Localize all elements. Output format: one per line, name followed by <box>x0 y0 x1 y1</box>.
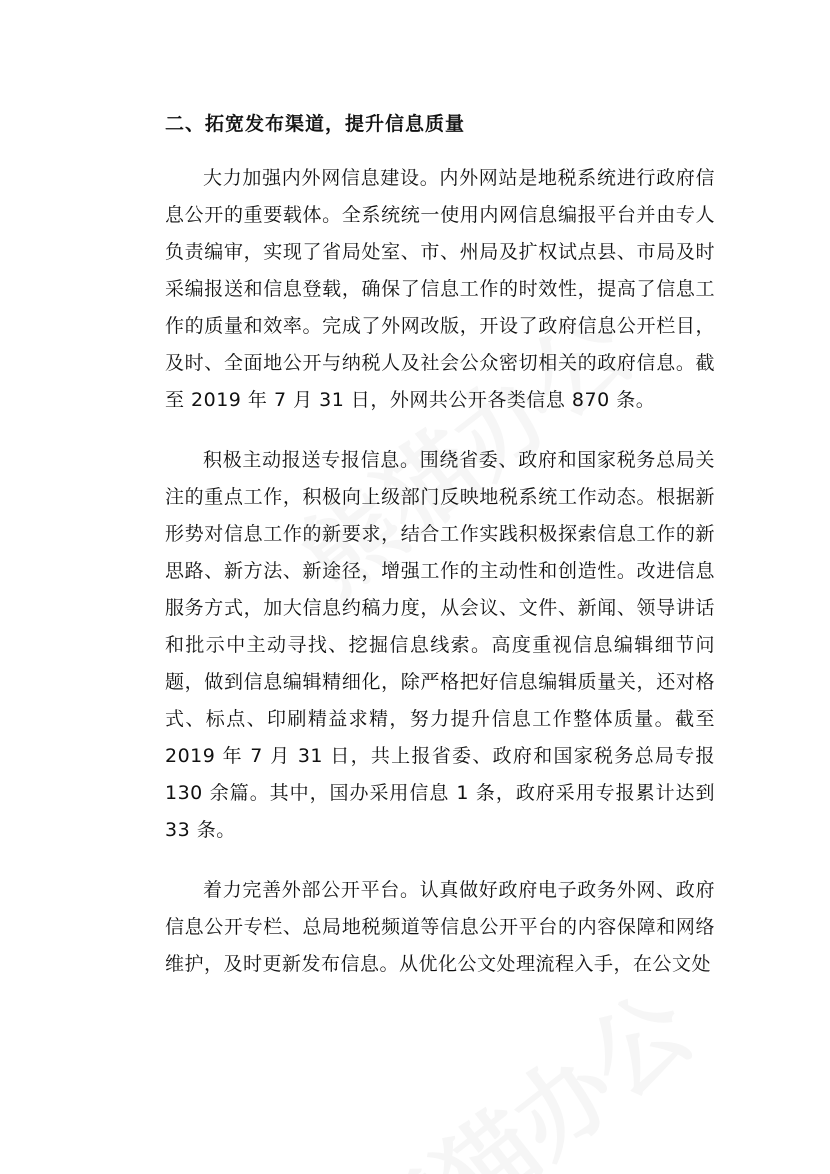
document-body <box>165 106 715 1006</box>
paragraph-special-reports: 积极主动报送专报信息。围绕省委、政府和国家税务总局关注的重点工作，积极向上级部门反映地税系统工作动态。根据新形势对信息工作的新要求，结合工作实践积极探索信息工作的新思路、新方法、新途径，增强工作的主动性和创造性。改进信息服务方式，加大信息约稿力度，从会议、文件、新闻、领导讲话和批示中主动寻找、挖掘信息线索。高度重视信息编辑细节问题，做到信息编辑精细化，除严格把好信息编辑质量关，还对格式、标点、印刷精益求精，努力提升信息工作整体质量。截至 2019 年 7 月 31 日，共上报省委、政府和国家税务总局专报 130 余篇。其中，国办采用信息 1 条，政府采用专报累计达到 33 条。 <box>165 449 715 841</box>
section-heading: 二、拓宽发布渠道，提升信息质量 <box>165 113 466 135</box>
paragraph-public-platform: 着力完善外部公开平台。认真做好政府电子政务外网、政府信息公开专栏、总局地税频道等信息公开平台的内容保障和网络维护，及时更新发布信息。从优化公文处理流程入手，在公文处 <box>165 879 715 975</box>
paragraph-website-info: 大力加强内外网信息建设。内外网站是地税系统进行政府信息公开的重要载体。全系统统一使用内网信息编报平台并由专人负责编审，实现了省局处室、市、州局及扩权试点县、市局及时采编报送和信息登载，确保了信息工作的时效性，提高了信息工作的质量和效率。完成了外网改版，开设了政府信息公开栏目，及时、全面地公开与纳税人及社会公众密切相关的政府信息。截至 2019 年 7 月 31 日，外网共公开各类信息 870 条。 <box>165 167 715 411</box>
